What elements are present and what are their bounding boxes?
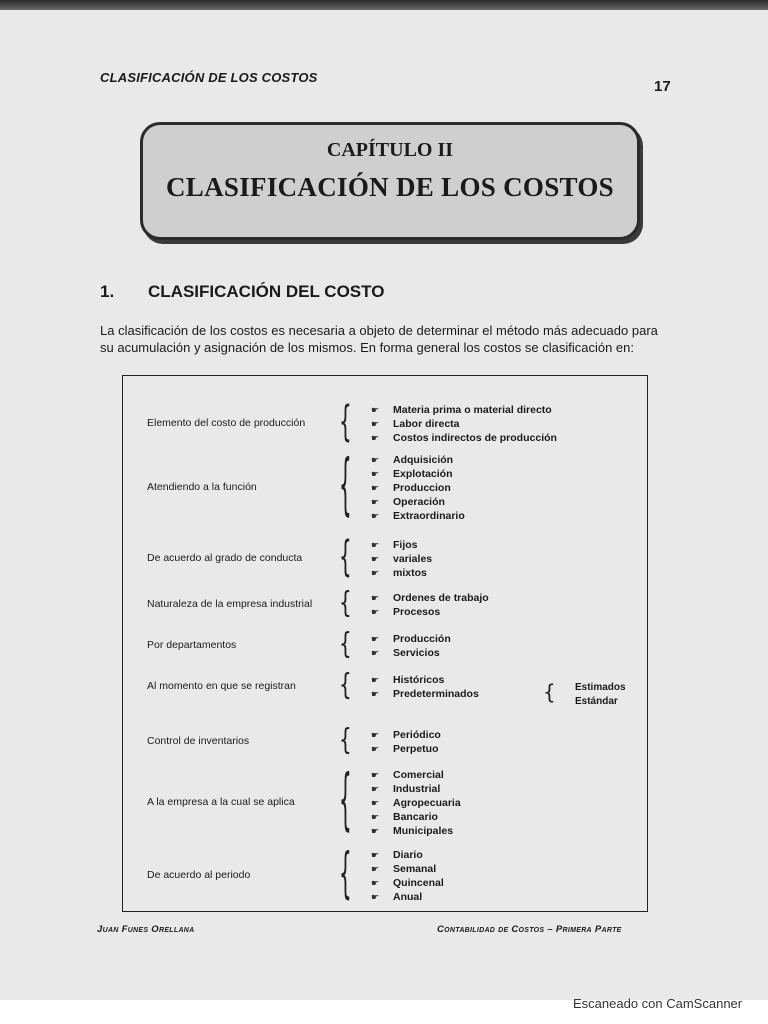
scan-top-edge (0, 0, 768, 10)
classification-item (371, 825, 453, 837)
brace-icon: { (339, 839, 352, 906)
classification-item (371, 553, 432, 565)
category-label: Naturaleza de la empresa industrial (147, 598, 313, 610)
pointing-hand-icon: ☛ (371, 497, 380, 507)
classification-item (371, 877, 444, 889)
item-label: Bancario (393, 811, 438, 823)
section-heading (100, 282, 384, 302)
classification-item (371, 404, 552, 416)
pointing-hand-icon: ☛ (371, 607, 380, 617)
classification-item (371, 496, 445, 508)
scanner-watermark: Escaneado con CamScanner (573, 996, 743, 1011)
classification-item (371, 674, 444, 686)
pointing-hand-icon: ☛ (371, 784, 380, 794)
pointing-hand-icon: ☛ (371, 455, 380, 465)
classification-item (371, 539, 418, 551)
classification-item (371, 647, 440, 659)
sub-item-label: Estándar (575, 695, 618, 707)
pointing-hand-icon: ☛ (371, 730, 380, 740)
brace-icon: { (339, 722, 352, 757)
category-label: De acuerdo al periodo (147, 869, 251, 881)
pointing-hand-icon: ☛ (371, 469, 380, 479)
pointing-hand-icon: ☛ (371, 511, 380, 521)
item-label: Municipales (393, 825, 454, 837)
sub-item-label: Estimados (575, 681, 626, 693)
pointing-hand-icon: ☛ (371, 812, 380, 822)
category-label: Elemento del costo de producción (147, 417, 306, 429)
brace-icon: { (339, 530, 352, 581)
category-label: A la empresa a la cual se aplica (147, 796, 295, 808)
classification-item (371, 432, 557, 444)
item-label: Extraordinario (393, 510, 465, 522)
item-label: mixtos (393, 567, 427, 579)
item-label: Ordenes de trabajo (393, 592, 489, 604)
item-label: Comercial (393, 769, 444, 781)
pointing-hand-icon: ☛ (371, 405, 380, 415)
pointing-hand-icon: ☛ (371, 744, 380, 754)
classification-item (371, 482, 451, 494)
pointing-hand-icon: ☛ (371, 675, 380, 685)
brace-icon: { (339, 443, 352, 524)
classification-item (371, 606, 440, 618)
item-label: variales (393, 553, 433, 565)
item-label: Procesos (393, 606, 441, 618)
item-label: Operación (393, 496, 445, 508)
chapter-label: CAPÍTULO II (326, 139, 454, 161)
pointing-hand-icon: ☛ (371, 770, 380, 780)
classification-diagram (122, 375, 648, 912)
item-label: Costos indirectos de producción (393, 432, 557, 444)
item-label: Labor directa (393, 418, 460, 430)
classification-item (371, 729, 441, 741)
item-label: Adquisición (393, 454, 454, 466)
category-label: Por departamentos (147, 639, 237, 651)
pointing-hand-icon: ☛ (371, 826, 380, 836)
brace-icon: { (339, 395, 352, 446)
item-label: Servicios (393, 647, 440, 659)
item-label: Agropecuaria (393, 797, 461, 809)
item-label: Industrial (393, 783, 441, 795)
item-label: Producción (393, 633, 451, 645)
item-label: Materia prima o material directo (393, 404, 552, 416)
classification-item (371, 418, 460, 430)
item-label: Fijos (393, 539, 418, 551)
classification-item (371, 797, 461, 809)
pointing-hand-icon: ☛ (371, 689, 380, 699)
pointing-hand-icon: ☛ (371, 798, 380, 808)
item-label: Predeterminados (393, 688, 479, 700)
brace-icon: { (339, 585, 352, 620)
page-number: 17 (654, 78, 671, 95)
section-title: CLASIFICACIÓN DEL COSTO (148, 282, 385, 301)
brace-icon: { (339, 758, 352, 839)
running-title: CLASIFICACIÓN DE LOS COSTOS (100, 70, 318, 85)
classification-item (371, 769, 444, 781)
category-label: De acuerdo al grado de conducta (147, 552, 303, 564)
item-label: Diario (393, 849, 423, 861)
pointing-hand-icon: ☛ (371, 648, 380, 658)
item-label: Explotación (393, 468, 453, 480)
pointing-hand-icon: ☛ (371, 419, 380, 429)
pointing-hand-icon: ☛ (371, 634, 380, 644)
classification-item (371, 510, 465, 522)
classification-item (371, 863, 436, 875)
category-label: Atendiendo a la función (147, 481, 257, 493)
pointing-hand-icon: ☛ (371, 878, 380, 888)
classification-item (371, 743, 439, 755)
pointing-hand-icon: ☛ (371, 593, 380, 603)
classification-item (371, 849, 423, 861)
classification-item (371, 688, 479, 700)
classification-item (371, 592, 489, 604)
item-label: Perpetuo (393, 743, 439, 755)
item-label: Quincenal (393, 877, 444, 889)
pointing-hand-icon: ☛ (371, 850, 380, 860)
chapter-banner (140, 122, 640, 240)
footer-book-title: Contabilidad de Costos – Primera Parte (437, 924, 622, 935)
item-label: Anual (393, 891, 423, 903)
item-label: Produccion (393, 482, 451, 494)
category-label: Al momento en que se registran (147, 680, 296, 692)
category-label: Control de inventarios (147, 735, 250, 747)
pointing-hand-icon: ☛ (371, 483, 380, 493)
classification-item (371, 891, 422, 903)
pointing-hand-icon: ☛ (371, 433, 380, 443)
classification-item (371, 454, 453, 466)
item-label: Periódico (393, 729, 441, 741)
section-number: 1. (100, 282, 115, 301)
item-label: Semanal (393, 863, 437, 875)
brace-icon: { (339, 667, 352, 702)
intro-paragraph: La clasificación de los costos es necesaria a objeto de determinar el método más adecuado para su acumulación y asignación de los mismos. En forma general los costos se clasificación en: (100, 323, 658, 355)
brace-icon: { (339, 626, 352, 661)
pointing-hand-icon: ☛ (371, 892, 380, 902)
footer-author: Juan Funes Orellana (97, 924, 195, 935)
sub-brace-icon: { (543, 679, 556, 704)
pointing-hand-icon: ☛ (371, 864, 380, 874)
chapter-title: CLASIFICACIÓN DE LOS COSTOS (166, 172, 614, 202)
classification-item (371, 783, 440, 795)
item-label: Históricos (393, 674, 445, 686)
classification-item (371, 633, 451, 645)
pointing-hand-icon: ☛ (371, 568, 380, 578)
pointing-hand-icon: ☛ (371, 554, 380, 564)
classification-item (371, 811, 438, 823)
classification-item (371, 468, 453, 480)
pointing-hand-icon: ☛ (371, 540, 380, 550)
classification-item (371, 567, 427, 579)
